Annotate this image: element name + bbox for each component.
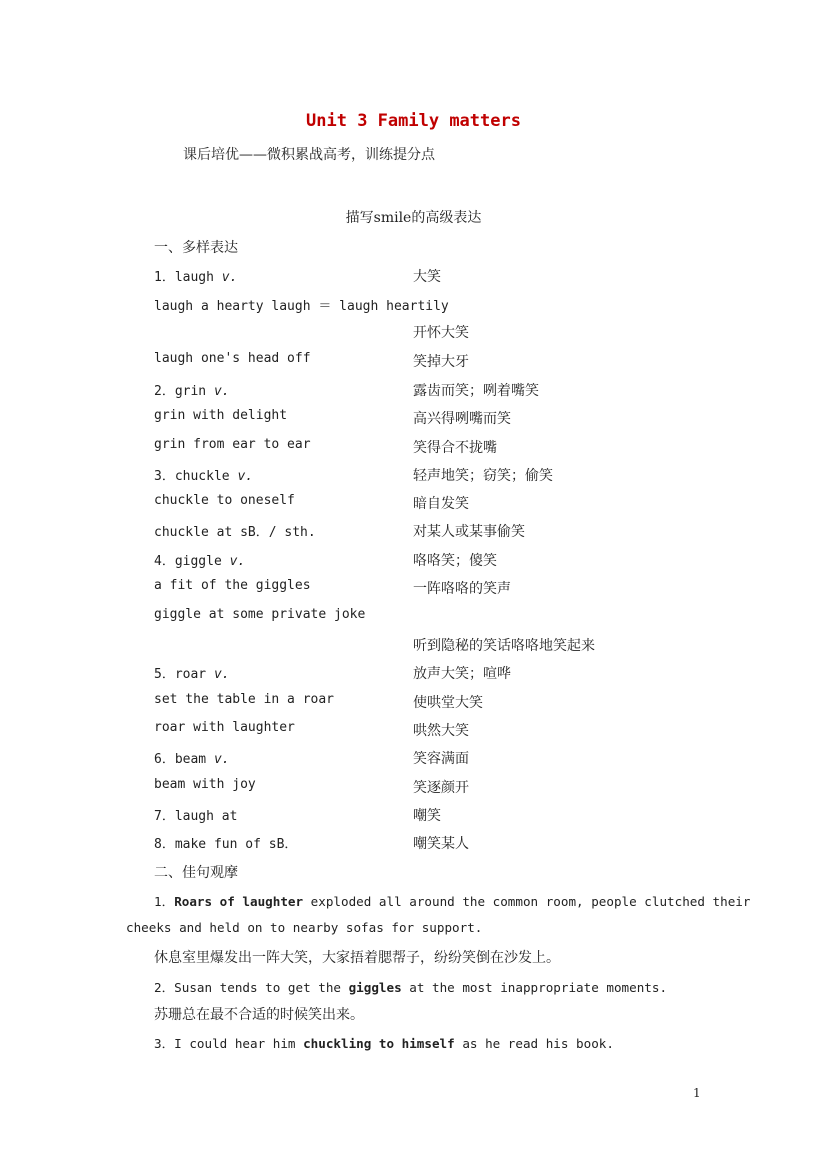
vocab-chinese: 咯咯笑；傻笑: [413, 553, 497, 569]
highlight-phrase: Roars of laughter: [174, 894, 304, 909]
vocab-english: [154, 578, 311, 593]
vocab-english: [154, 720, 295, 735]
part-of-speech: v.: [221, 270, 238, 285]
vocab-english: [154, 465, 253, 484]
vocab-english-text: 6．beam: [154, 752, 214, 767]
part1-heading: 一、多样表达: [154, 240, 238, 256]
vocab-row: [154, 521, 674, 541]
vocab-english-text: 3．chuckle: [154, 469, 238, 484]
vocab-chinese: 轻声地笑；窃笑；偷笑: [413, 468, 553, 484]
vocab-english-text: set the table in a roar: [154, 692, 335, 707]
vocab-chinese: 笑得合不拢嘴: [413, 440, 497, 456]
vocab-english-text: 2．grin: [154, 384, 214, 399]
sentence-text: at the most inappropriate moments.: [401, 980, 668, 995]
vocab-english: [154, 748, 230, 767]
vocab-chinese: 听到隐秘的笑话咯咯地笑起来: [413, 638, 595, 654]
page-title: Unit 3 Family matters: [306, 111, 521, 131]
vocab-row: [154, 266, 674, 286]
vocab-chinese: 高兴得咧嘴而笑: [413, 411, 511, 427]
vocab-row: [154, 720, 674, 740]
vocab-english-text: grin from ear to ear: [154, 437, 311, 452]
vocab-chinese: 放声大笑；喧哗: [413, 666, 511, 682]
vocab-english: [154, 380, 230, 399]
vocab-english: [154, 295, 449, 314]
vocab-english: [154, 266, 237, 285]
vocab-english: [154, 437, 311, 452]
vocab-english-text: a fit of the giggles: [154, 578, 311, 593]
vocab-row: [154, 635, 674, 655]
vocab-english: [154, 833, 297, 852]
example-sentence-3: [154, 1033, 614, 1052]
vocab-english: [154, 408, 287, 423]
vocab-english: [154, 351, 311, 366]
example-sentence-2: [154, 977, 667, 996]
vocab-row: [154, 295, 674, 315]
part2-heading: 二、佳句观摩: [154, 865, 238, 881]
vocab-row: [154, 550, 674, 570]
vocab-english-text: chuckle to oneself: [154, 493, 295, 508]
vocab-row: [154, 748, 674, 768]
vocab-chinese: 一阵咯咯的笑声: [413, 581, 511, 597]
vocab-row: [154, 493, 674, 513]
highlight-phrase: giggles: [348, 980, 402, 995]
vocab-chinese: 嘲笑某人: [413, 836, 469, 852]
vocab-english-text: 1．laugh: [154, 270, 222, 285]
vocab-english: [154, 777, 256, 792]
part-of-speech: v.: [213, 752, 230, 767]
vocab-chinese: 使哄堂大笑: [413, 695, 483, 711]
vocab-chinese: 笑逐颜开: [413, 780, 469, 796]
section-title: 描写smile的高级表达: [345, 210, 482, 226]
vocab-english-text: 8．make fun of sB．: [154, 837, 298, 852]
highlight-phrase: chuckling to himself: [303, 1036, 455, 1051]
sentence-number: 1．: [154, 894, 175, 909]
vocab-english-text: beam with joy: [154, 777, 256, 792]
vocab-chinese: 露齿而笑；咧着嘴笑: [413, 383, 539, 399]
vocab-chinese: 大笑: [413, 269, 441, 285]
vocab-chinese: 笑掉大牙: [413, 354, 469, 370]
example-sentence-1-continued: cheeks and held on to nearby sofas for support.: [126, 920, 483, 935]
vocab-row: [154, 465, 674, 485]
translation-1: 休息室里爆发出一阵大笑，大家捂着腮帮子，纷纷笑倒在沙发上。: [154, 950, 560, 966]
sentence-text: 2．Susan tends to get the: [154, 980, 349, 995]
vocab-row: [154, 408, 674, 428]
sentence-text: 3．I could hear him: [154, 1036, 304, 1051]
vocab-row: [154, 777, 674, 797]
vocab-english: [154, 521, 316, 540]
part-of-speech: v.: [237, 469, 254, 484]
vocab-english: [154, 493, 295, 508]
sentence-text: as he read his book.: [454, 1036, 614, 1051]
vocab-chinese: 哄然大笑: [413, 723, 469, 739]
vocab-english-text: laugh a hearty laugh ＝ laugh heartily: [154, 299, 449, 314]
example-sentence-1: [154, 891, 750, 910]
part-of-speech: v.: [213, 384, 230, 399]
vocab-row: [154, 833, 674, 853]
vocab-english: [154, 607, 365, 622]
vocab-chinese: 嘲笑: [413, 808, 441, 824]
sentence-text: exploded all around the common room, people clutched their: [303, 894, 751, 909]
vocab-english-text: laugh one's head off: [154, 351, 311, 366]
vocab-row: [154, 380, 674, 400]
vocab-row: [154, 322, 674, 342]
vocab-row: [154, 663, 674, 683]
part-of-speech: v.: [213, 667, 230, 682]
vocab-chinese: 暗自发笑: [413, 496, 469, 512]
translation-2: 苏珊总在最不合适的时候笑出来。: [154, 1007, 364, 1023]
vocab-row: [154, 351, 674, 371]
vocab-english: [154, 550, 245, 569]
vocab-english: [154, 663, 230, 682]
vocab-english-text: 7．laugh at: [154, 809, 238, 824]
vocab-chinese: 笑容满面: [413, 751, 469, 767]
subtitle: 课后培优——微积累战高考，训练提分点: [183, 147, 435, 163]
vocab-row: [154, 805, 674, 825]
vocab-row: [154, 692, 674, 712]
vocab-english-text: roar with laughter: [154, 720, 295, 735]
vocab-english-text: 4．giggle: [154, 554, 230, 569]
vocab-row: [154, 578, 674, 598]
vocab-chinese: 对某人或某事偷笑: [413, 524, 525, 540]
vocab-row: [154, 607, 674, 627]
vocab-chinese: 开怀大笑: [413, 325, 469, 341]
vocab-english: [154, 805, 237, 824]
vocab-english-text: 5．roar: [154, 667, 214, 682]
vocab-english-text: giggle at some private joke: [154, 607, 366, 622]
vocab-row: [154, 437, 674, 457]
vocab-english-text: grin with delight: [154, 408, 288, 423]
part-of-speech: v.: [229, 554, 246, 569]
page-number: 1: [693, 1086, 701, 1100]
vocab-english-text: chuckle at sB．/ sth.: [154, 525, 316, 540]
vocab-english: [154, 692, 334, 707]
